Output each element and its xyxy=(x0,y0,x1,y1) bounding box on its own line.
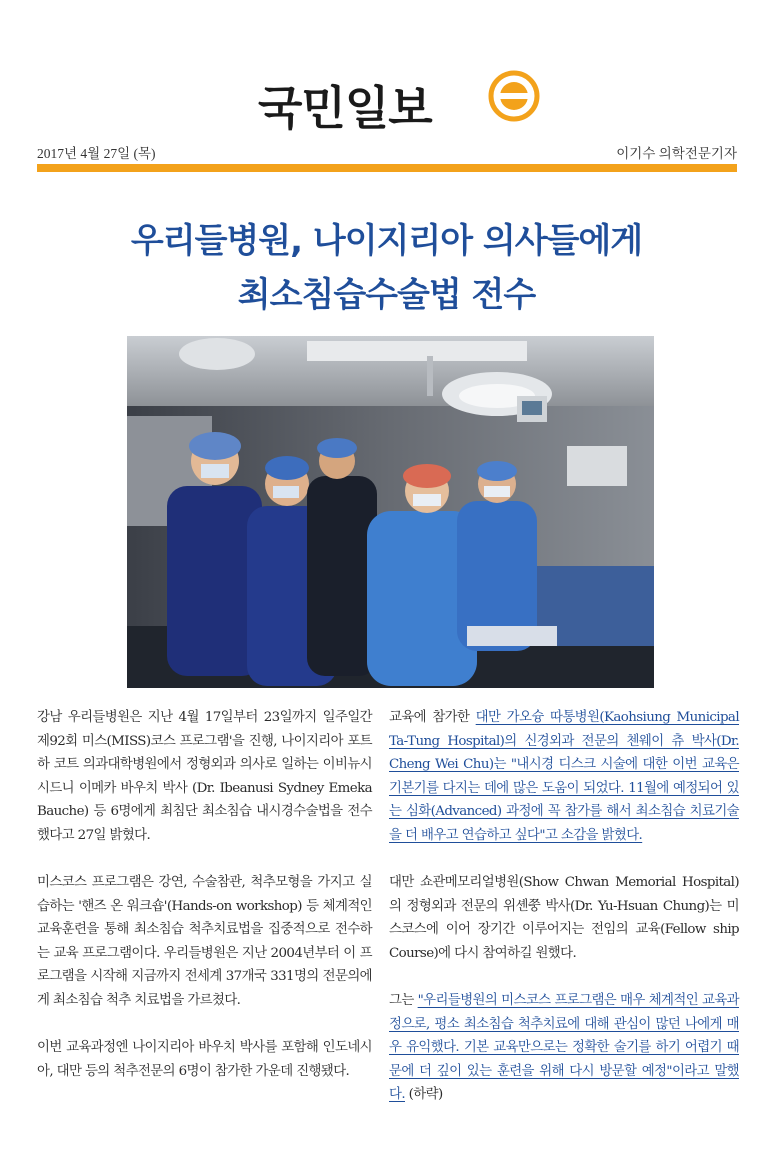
paragraph-text: (하략) xyxy=(405,1087,443,1102)
publication-date: 2017년 4월 27일 (목) xyxy=(37,146,156,161)
article-paragraph xyxy=(389,706,739,847)
article-column-left xyxy=(37,706,372,1107)
article-paragraph xyxy=(389,989,739,1107)
highlighted-quote: "우리들병원의 미스코스 프로그램은 매우 체계적인 교육과정으로, 평소 최소침습 척추치료에 대해 관심이 많던 나에게 매우 유익했다. 기본 교육만으로는 정확한 술기를 하기 어렵기 때문에 더 깊이 있는 훈련을 위해 다시 방문할 예정"이라고 말했다. xyxy=(389,993,739,1102)
dateline xyxy=(37,142,737,162)
article-paragraph: 대만 쇼관메모리얼병원(Show Chwan Memorial Hospital)의 정형외과 전문의 위셴쭝 박사(Dr. Yu-Hsuan Chung)는 미스코스에 이어 장기간 이루어지는 전임의 교육(Fellow ship Course)에 다시 참여하길 원했다. xyxy=(389,875,739,961)
article-paragraph: 이번 교육과정엔 나이지리아 바우치 박사를 포함해 인도네시아, 대만 등의 척추전문의 6명이 참가한 가운데 진행됐다. xyxy=(37,1040,372,1079)
newspaper-logo-icon xyxy=(488,70,540,122)
reporter-byline: 이기수 의학전문기자 xyxy=(616,146,737,161)
article-paragraph: 강남 우리들병원은 지난 4월 17일부터 23일까지 일주일간 제92회 미스(MISS)코스 프로그램'을 진행, 나이지리아 포트 하 코트 의과대학병원에서 정형외과 의사로 일하는 이비뉴시 시드니 이메카 바우치 박사 (Dr. Ibeanusi Sydney Emeka Bauche) 등 6명에게 최침단 최소침습 내시경수술법을 전수했다고 27일 밝혔다. xyxy=(37,710,372,843)
article-paragraph: 미스코스 프로그램은 강연, 수술참관, 척추모형을 가지고 실습하는 '핸즈 온 워크숍'(Hands-on workshop) 등 체계적인 교육훈련을 통해 최소침습 척추치료법을 집중적으로 전수하는 교육 프로그램이다. 우리들병원은 지난 2004년부터 이 프로그램을 시작해 지금까지 전세계 37개국 331명의 전문의에게 최소침습 척추 치료법을 가르쳤다. xyxy=(37,875,372,1008)
paragraph-text: 그는 xyxy=(389,993,418,1008)
masthead xyxy=(0,70,773,135)
article-headline xyxy=(0,214,773,322)
newspaper-logo-text: 국민일보 xyxy=(258,81,432,135)
masthead-divider xyxy=(37,164,737,172)
highlighted-quote: 대만 가오슝 따통병원(Kaohsiung Municipal Ta-Tung Hospital)의 신경외과 전문의 첸웨이 츄 박사(Dr. Cheng Wei Chu)는 "내시경 디스크 시술에 대한 이번 교육은 기본기를 다지는 데에 많은 도움이 되었다. 11월에 예정되어 있는 심화(Advanced) 과정에 꼭 참가를 해서 최소침습 치료기술을 더 배우고 연습하고 싶다"고 소감을 밝혔다. xyxy=(389,710,739,843)
headline-line-1: 우리들병원, 나이지리아 의사들에게 xyxy=(130,221,643,261)
paragraph-text: 교육에 참가한 xyxy=(389,710,476,725)
article-column-right xyxy=(389,706,739,1131)
headline-line-2: 최소침습수술법 전수 xyxy=(237,275,536,315)
operating-room-photo xyxy=(127,336,654,688)
